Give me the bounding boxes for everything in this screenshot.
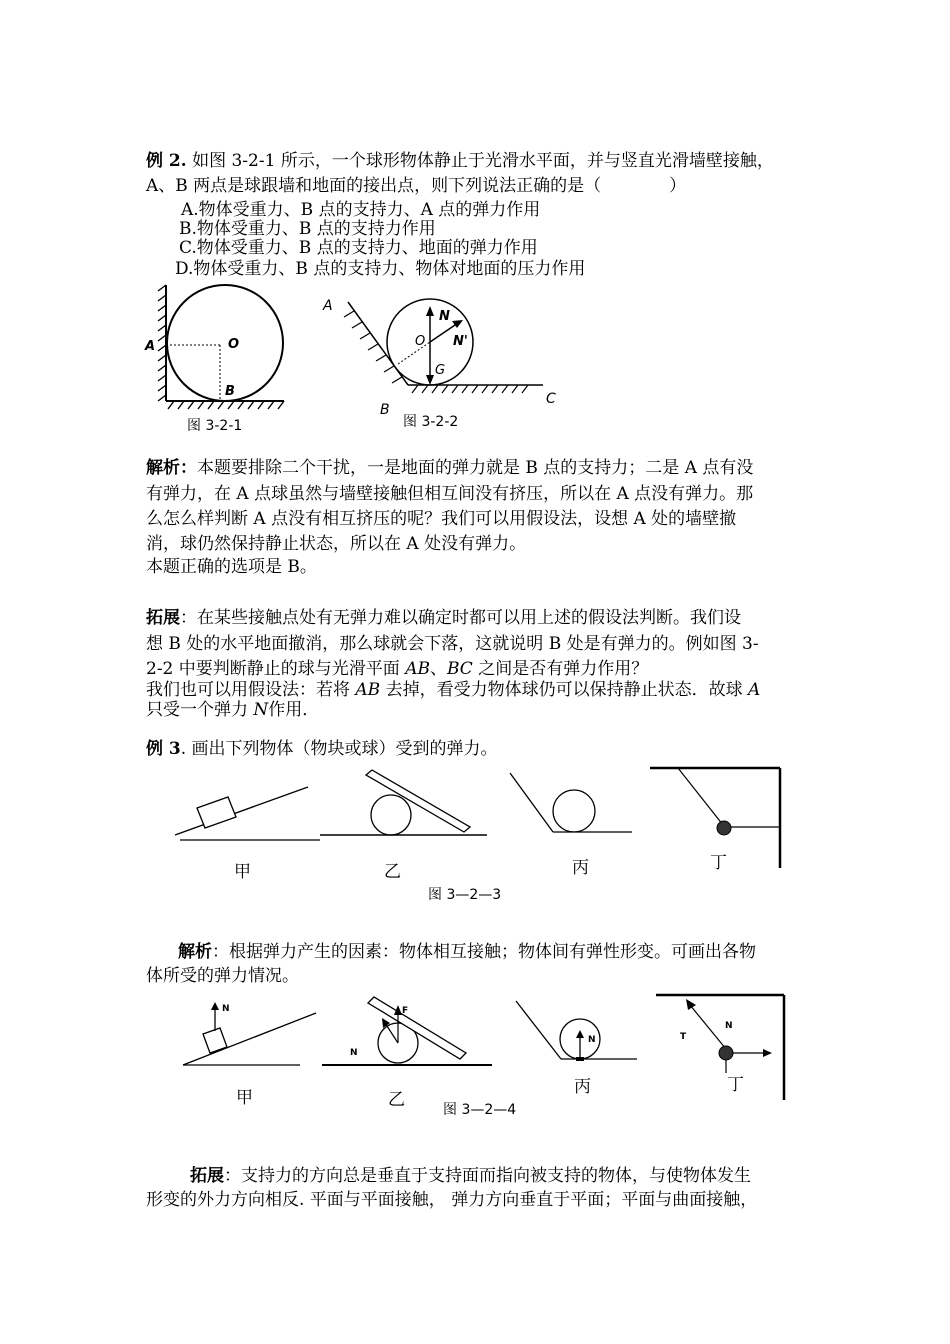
fig322-label-n: N [439, 309, 450, 324]
extend1-label: 拓展 [146, 608, 180, 628]
extend2-line-1 [190, 1165, 751, 1187]
fig322-label-a: A [323, 298, 333, 314]
ex2-option-a: A.物体受重力、B 点的支持力、A 点的弹力作用 [181, 200, 541, 220]
figure-3-2-1 [140, 283, 300, 438]
fig324-yi-f: F [402, 1006, 409, 1016]
analysis2-text-1: ：根据弹力产生的因素：物体相互接触；物体间有弹性形变。可画出各物 [212, 942, 756, 962]
figure-3-2-3 [170, 765, 790, 910]
ex2-question-text-1: 如图 3-2-1 所示，一个球形物体静止于光滑水平面，并与竖直光滑墙壁接触， [186, 151, 774, 171]
force-n: N [253, 700, 269, 720]
ex2-option-b: B.物体受重力、B 点的支持力作用 [179, 219, 436, 239]
plane-ab: AB [405, 659, 430, 679]
fig322-label-o: O [415, 334, 426, 349]
extend1-text-3a: 2-2 中要判断静止的球与光滑平面 [146, 659, 406, 679]
fig321-label-b: B [225, 384, 235, 399]
extend1-text-3b: 之间是否有弹力作用？ [472, 659, 649, 679]
plane-ab-2: AB [355, 680, 381, 700]
extend1-line-5 [146, 699, 319, 721]
fig324-yi: 乙 [388, 1090, 405, 1110]
ex2-label-dot: . [180, 151, 187, 171]
fig321-caption: 图 3-2-1 [187, 418, 243, 434]
fig323-ding: 丁 [710, 853, 727, 873]
fig323-jia: 甲 [234, 862, 251, 882]
ex2-question-line-1 [146, 150, 774, 172]
analysis2-label: 解析 [178, 942, 212, 962]
fig324-caption: 图 3—2—4 [443, 1102, 517, 1118]
ex2-question-line-2: A、B 两点是球跟墙和地面的接出点，则下列说法正确的是（ ） [146, 176, 687, 196]
analysis2-line-1 [178, 941, 756, 963]
extend1-text-5a: 只受一个弹力 [146, 700, 254, 720]
fig322-label-n-prime: N' [453, 334, 468, 349]
ex3-label: 例 3 [146, 739, 181, 759]
analysis1-line-5: 本题正确的选项是 B。 [146, 557, 317, 577]
extend1-text-5b: 作用． [268, 700, 320, 720]
extend1-line-4 [146, 679, 760, 701]
extend2-label: 拓展 [190, 1166, 224, 1186]
fig324-bing: 丙 [574, 1077, 591, 1097]
fig321-label-a: A [145, 339, 156, 354]
analysis1-text-1: 本题要排除二个干扰，一是地面的弹力就是 B 点的支持力；二是 A 点有没 [197, 458, 754, 478]
extend1-text-1: ：在某些接触点处有无弹力难以确定时都可以用上述的假设法判断。我们设 [180, 608, 741, 628]
fig324-ding-t: T [680, 1032, 687, 1042]
analysis1-line-4: 消，球仍然保持静止状态，所以在 A 处没有弹力。 [146, 534, 527, 554]
extend1-text-4a: 我们也可以用假设法：若将 [146, 680, 356, 700]
extend2-text-1: ：支持力的方向总是垂直于支持面而指向被支持的物体，与使物体发生 [224, 1166, 751, 1186]
ex3-line [146, 738, 498, 760]
extend1-separator: 、 [429, 659, 447, 679]
fig323-yi: 乙 [384, 862, 401, 882]
fig324-ding-n: N [725, 1021, 733, 1031]
fig324-bing-n: N [588, 1035, 596, 1045]
fig323-bing: 丙 [572, 858, 589, 878]
ex2-option-c: C.物体受重力、B 点的支持力、地面的弹力作用 [179, 238, 538, 258]
ex2-label: 例 2 [146, 151, 181, 171]
extend2-line-2: 形变的外力方向相反. 平面与平面接触， 弹力方向垂直于平面；平面与曲面接触， [146, 1190, 758, 1210]
ex2-option-d: D.物体受重力、B 点的支持力、物体对地面的压力作用 [175, 259, 586, 279]
extend1-line-3 [146, 658, 648, 680]
fig324-jia: 甲 [236, 1088, 253, 1108]
ex3-text: . 画出下列物体（物块或球）受到的弹力。 [180, 739, 498, 759]
plane-bc: BC [446, 659, 473, 679]
analysis1-line-1 [146, 457, 753, 479]
analysis1-line-3: 么怎么样判断 A 点没有相互挤压的呢？我们可以用假设法，设想 A 处的墙壁撤 [146, 509, 737, 529]
fig323-caption: 图 3—2—3 [428, 887, 502, 903]
analysis1-label: 解析： [146, 458, 197, 478]
fig324-jia-n: N [222, 1004, 230, 1014]
figure-3-2-2 [318, 290, 563, 440]
extend1-text-4b: 去掉，看受力物体球仍可以保持静止状态．故球 [380, 680, 748, 700]
fig322-label-c: C [546, 391, 556, 407]
fig322-caption: 图 3-2-2 [403, 414, 459, 430]
extend1-line-1 [146, 607, 741, 629]
fig324-yi-n: N [350, 1048, 358, 1058]
fig321-label-o: O [228, 337, 240, 352]
fig322-label-g: G [435, 363, 446, 378]
fig324-ding: 丁 [727, 1075, 744, 1095]
extend1-line-2: 想 B 处的水平地面撤消，那么球就会下落，这就说明 B 处是有弹力的。例如图 3- [146, 634, 759, 654]
analysis2-line-2: 体所受的弹力情况。 [146, 966, 299, 986]
analysis1-line-2: 有弹力，在 A 点球虽然与墙壁接触但相互间没有挤压，所以在 A 点没有弹力。那 [146, 484, 754, 504]
fig322-label-b: B [380, 402, 390, 418]
ball-a: A [748, 680, 761, 700]
figure-3-2-4 [170, 993, 790, 1123]
